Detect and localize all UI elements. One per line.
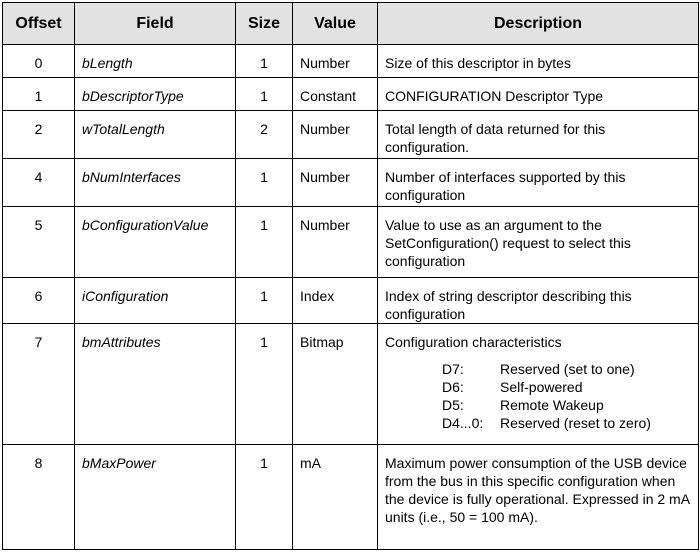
cell-field: bMaxPower [75, 445, 236, 550]
cell-size: 1 [236, 278, 293, 324]
cell-field: wTotalLength [75, 111, 236, 159]
table-row [3, 278, 699, 324]
header-field: Field [75, 3, 236, 45]
cell-value: Number [293, 207, 378, 278]
bitmap-row [442, 414, 651, 432]
cell-size: 2 [236, 111, 293, 159]
table-body [3, 45, 699, 550]
bitmap-row [442, 378, 651, 396]
bit-name: D7: [442, 361, 464, 377]
cell-field: bLength [75, 45, 236, 78]
cell-description: Index of string descriptor describing this configuration [378, 278, 699, 324]
bitmap-row [442, 360, 651, 378]
cell-value: Number [293, 45, 378, 78]
cell-offset: 5 [3, 207, 75, 278]
table-row [3, 78, 699, 111]
table-row [3, 207, 699, 278]
table-row [3, 445, 699, 550]
header-row [3, 3, 699, 45]
cell-description: Size of this descriptor in bytes [378, 45, 699, 78]
cell-field: bDescriptorType [75, 78, 236, 111]
table-header [3, 3, 699, 45]
cell-field: bConfigurationValue [75, 207, 236, 278]
cell-value: mA [293, 445, 378, 550]
cell-size: 1 [236, 324, 293, 445]
header-value: Value [293, 3, 378, 45]
cell-description: Number of interfaces supported by this configuration [378, 159, 699, 207]
header-description: Description [378, 3, 699, 45]
cell-description [378, 324, 699, 445]
cell-description: CONFIGURATION Descriptor Type [378, 78, 699, 111]
cell-value: Constant [293, 78, 378, 111]
cell-value: Number [293, 159, 378, 207]
table-row [3, 45, 699, 78]
cell-offset: 1 [3, 78, 75, 111]
bit-meaning: Reserved (reset to zero) [500, 415, 651, 431]
cell-size: 1 [236, 45, 293, 78]
bit-meaning: Reserved (set to one) [500, 361, 635, 377]
header-offset: Offset [3, 3, 75, 45]
cell-value: Number [293, 111, 378, 159]
cell-offset: 4 [3, 159, 75, 207]
cell-size: 1 [236, 207, 293, 278]
cell-value: Index [293, 278, 378, 324]
bit-meaning: Self-powered [500, 379, 583, 395]
description-text: Configuration characteristics [385, 334, 562, 350]
cell-size: 1 [236, 445, 293, 550]
bit-meaning: Remote Wakeup [500, 397, 604, 413]
bitmap-row [442, 396, 651, 414]
bit-name: D4...0: [442, 415, 484, 431]
cell-description: Value to use as an argument to the SetConfiguration() request to select this configuration [378, 207, 699, 278]
cell-offset: 8 [3, 445, 75, 550]
table-row [3, 159, 699, 207]
cell-offset: 7 [3, 324, 75, 445]
header-size: Size [236, 3, 293, 45]
table-row [3, 111, 699, 159]
cell-offset: 6 [3, 278, 75, 324]
cell-offset: 2 [3, 111, 75, 159]
cell-description: Maximum power consumption of the USB device from the bus in this specific configuration when the device is fully operational. Expressed in 2 mA units (i.e., 50 = 100 mA). [378, 445, 699, 550]
cell-size: 1 [236, 159, 293, 207]
cell-field: bmAttributes [75, 324, 236, 445]
bit-name: D5: [442, 397, 464, 413]
cell-size: 1 [236, 78, 293, 111]
configuration-descriptor-table [2, 2, 699, 550]
cell-field: iConfiguration [75, 278, 236, 324]
table-row [3, 324, 699, 445]
cell-offset: 0 [3, 45, 75, 78]
cell-description: Total length of data returned for this configuration. [378, 111, 699, 159]
cell-field: bNumInterfaces [75, 159, 236, 207]
cell-value: Bitmap [293, 324, 378, 445]
bitmap-list [442, 360, 651, 432]
bit-name: D6: [442, 379, 464, 395]
